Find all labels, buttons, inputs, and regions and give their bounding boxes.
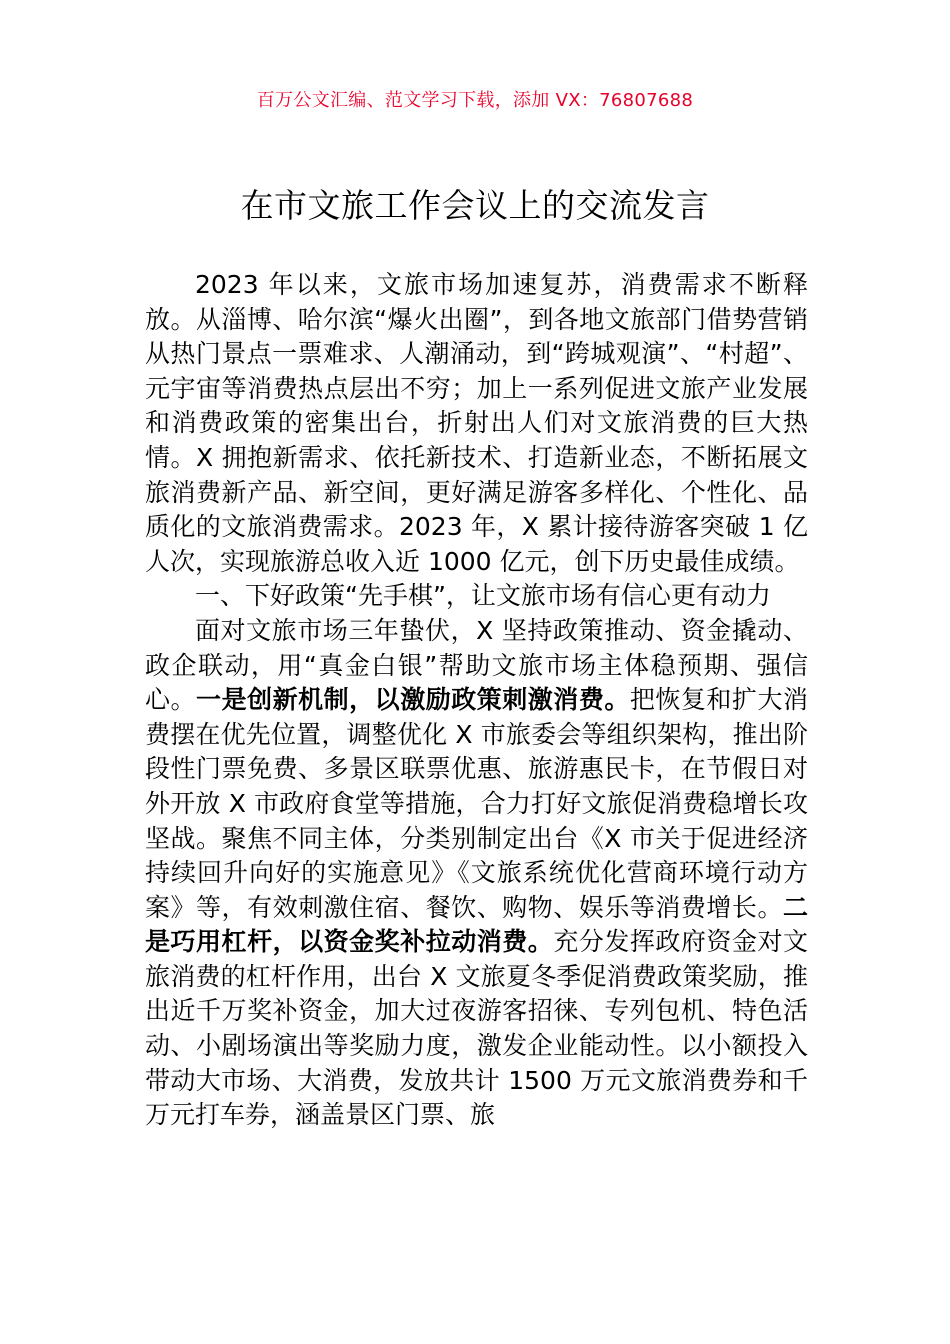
- section1-bold-point2: 二是巧用杠杆，以资金奖补拉动消费。: [145, 892, 808, 957]
- section1-heading: 一、下好政策“先手棋”，让文旅市场有信心更有动力: [195, 581, 771, 611]
- section1-bold-point1: 一是创新机制，以激励政策刺激消费。: [196, 685, 630, 715]
- intro-paragraph: 2023 年以来，文旅市场加速复苏，消费需求不断释放。从淄博、哈尔滨“爆火出圈”，到各地文旅部门借势营销从热门景点一票难求、人潮涌动，到“跨城观演”、“村超”、元宇宙等消费热点层出不穷；加上一系列促进文旅产业发展和消费政策的密集出台，折射出人们对文旅消费的巨大热情。X 拥抱新需求、依托新技术、打造新业态，不断拓展文旅消费新产品、新空间，更好满足游客多样化、个性化、品质化的文旅消费需求。2023 年，X 累计接待游客突破 1 亿人次，实现旅游总收入近 1000 亿元，创下历史最佳成绩。: [145, 270, 808, 576]
- section1-text-part2: 把恢复和扩大消费摆在优先位置，调整优化 X 市旅委会等组织架构，推出阶段性门票免费、多景区联票优惠、旅游惠民卡，在节假日对外开放 X 市政府食堂等措施，合力打好文旅促消费稳增长攻坚战。聚焦不同主体，分类别制定出台《X 市关于促进经济持续回升向好的实施意见》《文旅系统优化营商环境行动方案》等，有效刺激住宿、餐饮、购物、娱乐等消费增长。: [145, 685, 808, 922]
- document-title: 在市文旅工作会议上的交流发言: [240, 186, 710, 225]
- section1-text-part3: 充分发挥政府资金对文旅消费的杠杆作用，出台 X 文旅夏冬季促消费政策奖励，推出近千万奖补资金，加大过夜游客招徕、专列包机、特色活动、小剧场演出等奖励力度，激发企业能动性。以小额投入带动大市场、大消费，发放共计 1500 万元文旅消费券和千万元打车券，涵盖景区门票、旅: [145, 927, 808, 1130]
- section1-paragraph: [145, 614, 808, 1133]
- document-body: [145, 268, 808, 1133]
- section1-text-part1: 面对文旅市场三年蛰伏，X 坚持政策推动、资金撬动、政企联动，用“真金白银”帮助文旅市场主体稳预期、强信心。: [145, 615, 808, 715]
- header-watermark-note: 百万公文汇编、范文学习下载，添加 VX：76807688: [256, 90, 694, 111]
